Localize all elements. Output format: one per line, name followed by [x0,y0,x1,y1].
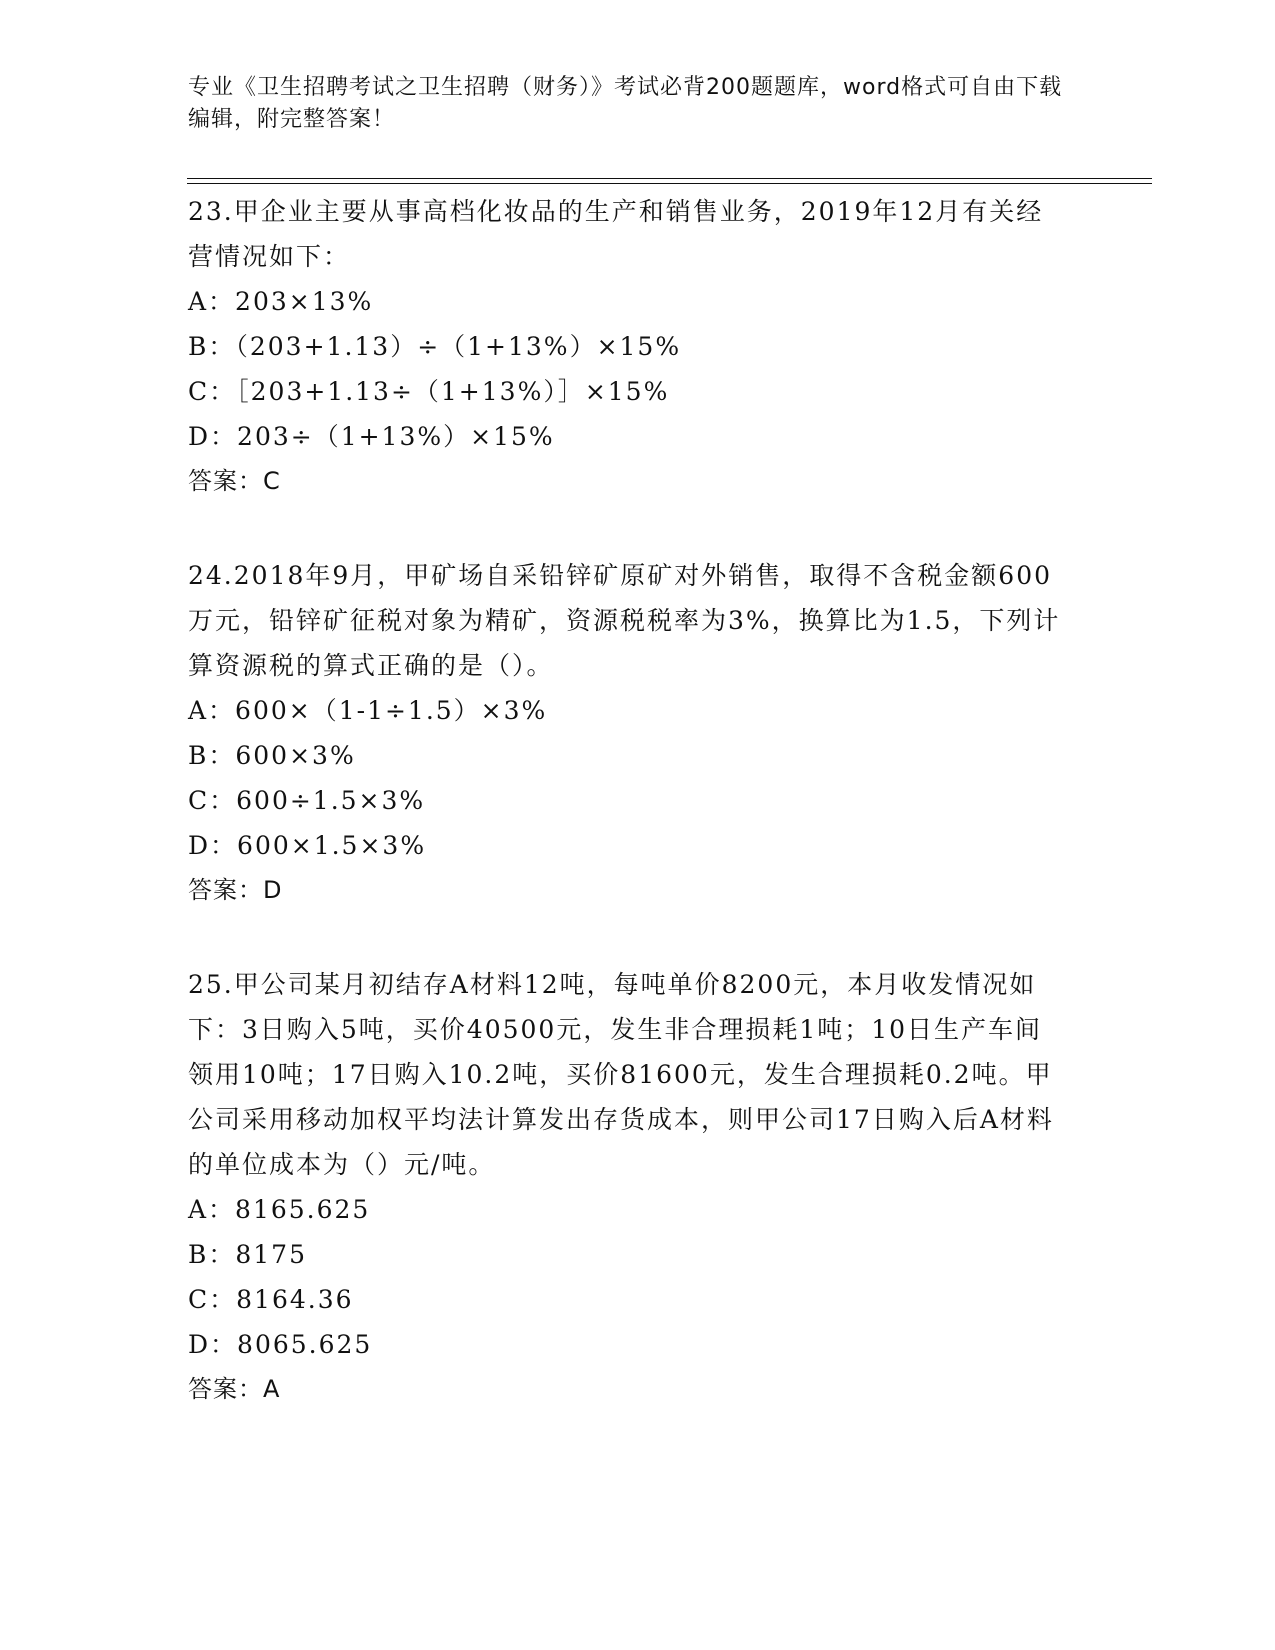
option-d: D：600×1.5×3% [188,831,427,860]
answer: 答案：C [188,467,281,495]
answer: 答案：A [188,1375,281,1403]
header-divider-bottom [187,183,1152,184]
document-header: 专业《卫生招聘考试之卫生招聘（财务）》考试必背200题题库，word格式可自由下载编辑，附完整答案！ [188,75,1063,132]
question-24 [188,553,1068,913]
option-a: A：600×（1-1÷1.5）×3% [188,696,548,725]
question-stem: 24.2018年9月，甲矿场自采铅锌矿原矿对外销售，取得不含税金额600万元，铅锌矿征税对象为精矿，资源税税率为3%，换算比为1.5，下列计算资源税的算式正确的是（）。 [188,561,1061,680]
option-a: A：203×13% [188,287,374,316]
option-c: C：8164.36 [188,1285,354,1314]
header-divider-top [187,178,1152,179]
question-25 [188,962,1068,1412]
answer: 答案：D [188,876,283,904]
option-b: B：8175 [188,1240,307,1269]
question-23 [188,189,1068,504]
option-a: A：8165.625 [188,1195,371,1224]
option-c: C：［203+1.13÷（1+13%）］×15% [188,377,670,406]
question-stem: 23.甲企业主要从事高档化妆品的生产和销售业务，2019年12月有关经营情况如下： [188,197,1044,271]
option-b: B：600×3% [188,741,356,770]
option-d: D：203÷（1+13%）×15% [188,422,555,451]
option-b: B：（203+1.13）÷（1+13%）×15% [188,332,682,361]
option-d: D：8065.625 [188,1330,373,1359]
question-stem: 25.甲公司某月初结存A材料12吨，每吨单价8200元，本月收发情况如下：3日购入5吨，买价40500元，发生非合理损耗1吨；10日生产车间领用10吨；17日购入10.2吨，买价81600元，发生合理损耗0.2吨。甲公司采用移动加权平均法计算发出存货成本，则甲公司17日购入后A材料的单位成本为（）元/吨。 [188,970,1054,1179]
option-c: C：600÷1.5×3% [188,786,426,815]
